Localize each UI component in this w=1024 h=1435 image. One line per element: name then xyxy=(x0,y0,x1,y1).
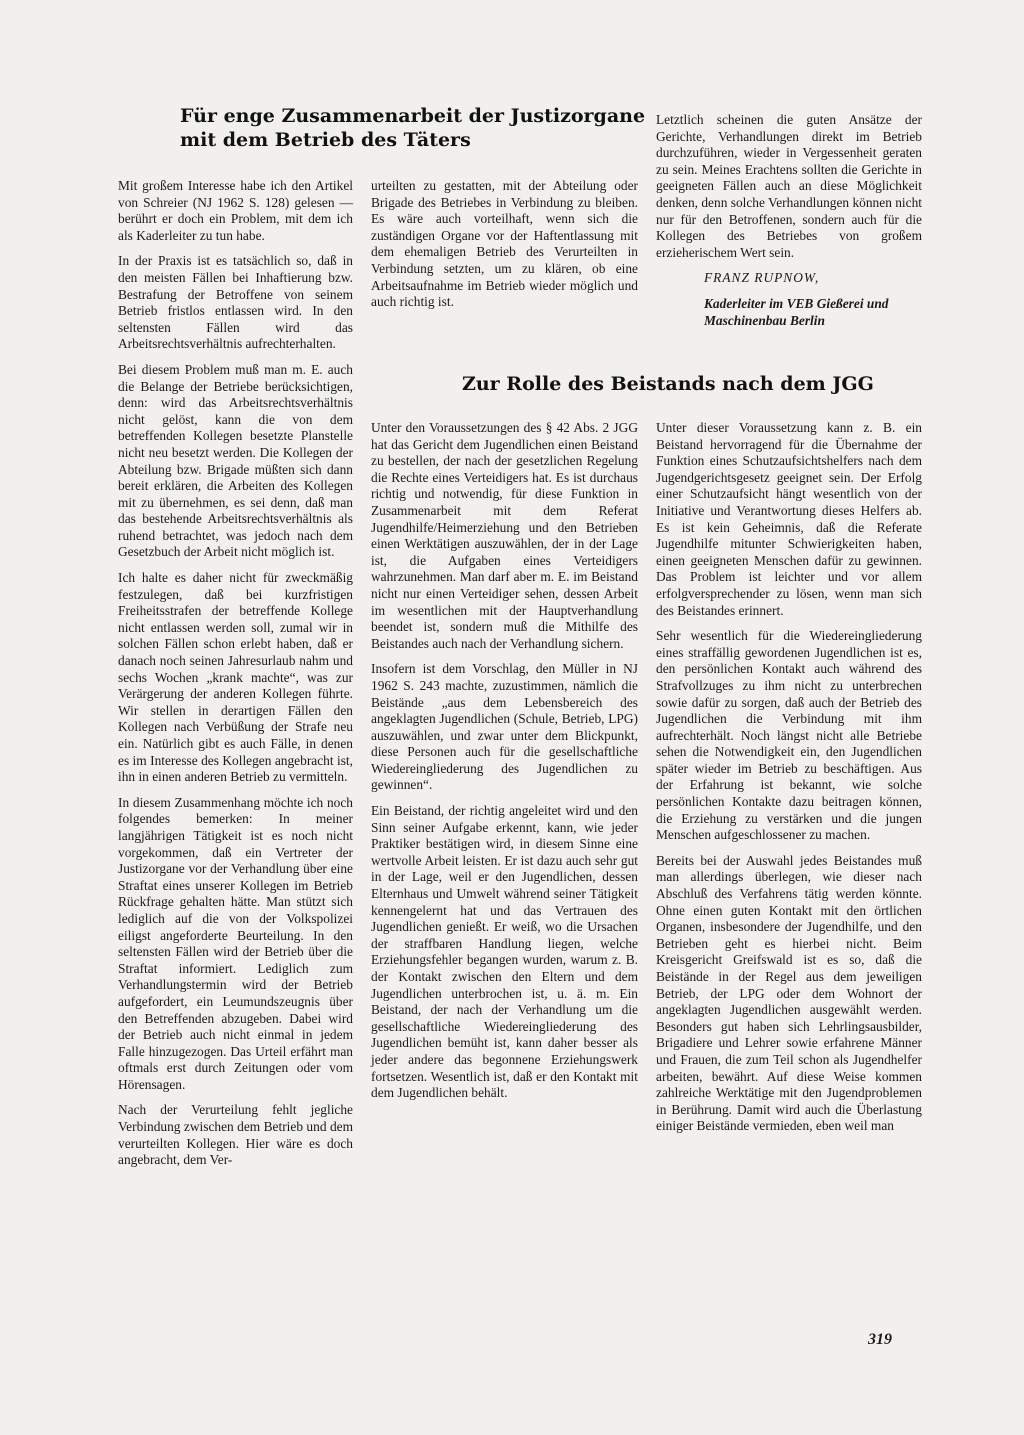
article1-title xyxy=(180,104,650,152)
article1-title-line2: mit dem Betrieb des Täters xyxy=(180,129,471,151)
paragraph: Bei diesem Problem muß man m. E. auch die Belange der Betriebe berücksichtigen, denn: wird das Arbeitsrechtsverhältnis nicht gelöst, kann die von dem betreffenden Kollegen besetzte Planstelle nicht neu besetzt werden. Die Kollegen der Abteilung bzw. Brigade müßten sich dann bereit erklären, die Arbeiten des Kollegen mit zu übernehmen, es sei denn, daß man das bestehende Arbeitsrechtsverhältnis als ruhend betrachtet, was jedoch nach dem Gesetzbuch der Arbeit nicht möglich ist. xyxy=(118,361,353,560)
page-number: 319 xyxy=(868,1331,892,1348)
paragraph: Mit großem Interesse habe ich den Artikel von Schreier (NJ 1962 S. 128) gelesen — berührt er doch ein Problem, mit dem ich als Kaderleiter zu tun habe. xyxy=(118,178,353,243)
article2-column-2 xyxy=(656,420,922,1144)
article1-column-3 xyxy=(656,112,922,338)
paragraph: In diesem Zusammenhang möchte ich noch folgendes bemerken: In meiner langjährigen Tätigkeit ist es noch nicht vorgekommen, daß ein Vertreter der Justizorgane vor der Verhandlung über eine Straftat eines unserer Kollegen im Betrieb Rückfrage gehalten hätte. Man stützt sich lediglich auf die von der Volkspolizei eiligst angeforderte Beurteilung. In den seltensten Fällen wird der Betrieb über die Straftat informiert. Lediglich zum Verhandlungstermin wird der Betrieb aufgefordert, ein Leumundszeugnis über den Betreffenden abzugeben. Dabei wird der Betrieb auch nicht einmal in jedem Falle hinzugezogen. Das Urteil erfährt man oftmals erst durch Zeitungen oder vom Hörensagen. xyxy=(118,794,353,1092)
article2-column-1 xyxy=(371,420,638,1111)
article1-column-1 xyxy=(118,178,353,1178)
paragraph: Letztlich scheinen die guten Ansätze der Gerichte, Verhandlungen direkt im Betrieb durchzuführen, wieder in Vergessenheit geraten zu sein. Meines Erachtens sollten die Gerichte in geeigneten Fällen auch an diese Möglichkeit denken, denn solche Verhandlungen können nicht nur für den Betroffenen, sondern auch für die Kollegen des Betriebes von großem erzieherischem Wert sein. xyxy=(656,112,923,260)
paragraph: Unter dieser Voraussetzung kann z. B. ein Beistand hervorragend für die Übernahme der Funktion eines Schutzaufsichtshelfers nach dem Jugendgerichtsgesetz geeignet sein. Der Erfolg einer Schutzaufsicht hängt wesentlich von der Initiative und Verantwortung dieses Helfers ab. Es ist kein Geheimnis, daß die Referate Jugendhilfe mitunter Schwierigkeiten haben, einen geeigneten Menschen dafür zu gewinnen. Das Problem ist leichter und vor allem erfolgversprechender zu lösen, wenn man sich des Beistandes erinnert. xyxy=(656,420,922,618)
paragraph: Bereits bei der Auswahl jedes Beistandes muß man allerdings überlegen, wie dieser nach Abschluß des Verfahrens tätig werden könnte. Ohne einen guten Kontakt mit den örtlichen Organen, insbesondere der Jugendhilfe, und den Betrieben geht es hierbei nicht. Beim Kreisgericht Greifswald ist es so, daß die Beistände in der Regel aus dem jeweiligen Betrieb, der LPG oder dem Wohnort der angeklagten Jugendlichen ausgewählt werden. Besonders gut haben sich Lehrlingsausbilder, Brigadiere und Lehrer sowie erfahrene Männer und Frauen, die zum Teil schon als Jugendhelfer arbeiten, bewährt. Auf diese Weise kommen zahlreiche Werktätige mit den Jugendproblemen in Berührung. Damit wird auch die Überlastung einiger Beistände vermieden, eben weil man xyxy=(656,852,922,1134)
article2-title: Zur Rolle des Beistands nach dem JGG xyxy=(462,373,874,395)
author-affiliation: Kaderleiter im VEB Gießerei und Maschinenbau Berlin xyxy=(704,295,889,328)
article1-column-2 xyxy=(371,178,638,320)
paragraph: Ein Beistand, der richtig angeleitet wird und den Sinn seiner Aufgabe erkennt, kann, wie jeder Praktiker bestätigen wird, in diesem Sinne eine wertvolle Arbeit leisten. Er ist dazu auch sehr gut in der Lage, weil er den Jugendlichen, dessen Elternhaus und Umwelt während seiner Tätigkeit kennengelernt hat und das Vertrauen des Jugendlichen genießt. Er weiß, wo die Ursachen der straffbaren Handlung liegen, welche Erziehungsfehler begangen wurden, warum z. B. der Kontakt zwischen den Eltern und dem Jugendlichen unterbrochen ist, u. ä. m. Ein Beistand, der nach der Verhandlung um die gesellschaftliche Wiedereingliederung des Jugendlichen bemüht ist, kann daher besser als jeder andere das begonnene Erziehungswerk fortsetzen. Wesentlich ist, daß er den Kontakt mit dem Jugendlichen behält. xyxy=(371,803,638,1101)
paragraph: In der Praxis ist es tatsächlich so, daß in den meisten Fällen bei Inhaftierung bzw. Bestrafung der Betroffene von seinem Betrieb fristlos entlassen wird. In den seltensten Fällen wird das Arbeitsrechtsverhältnis aufrechterhalten. xyxy=(118,253,353,352)
paragraph: Unter den Voraussetzungen des § 42 Abs. 2 JGG hat das Gericht dem Jugendlichen einen Beistand zu bestellen, der nach der gesetzlichen Regelung die Rechte eines Verteidigers hat. Es ist durchaus richtig und notwendig, für diese Funktion in Zusammenarbeit mit dem Referat Jugendhilfe/Heimerziehung und den Betrieben einen Werktätigen auszuwählen, der in der Lage ist, die Aufgaben eines Verteidigers wahrzunehmen. Man darf aber m. E. im Beistand nicht nur einen Verteidiger sehen, dessen Arbeit im wesentlichen mit der Hauptverhandlung beendet ist, sondern muß die Mithilfe des Beistandes auch nach der Verhandlung sichern. xyxy=(371,420,638,651)
paragraph: urteilten zu gestatten, mit der Abteilung oder Brigade des Betriebes in Verbindung zu bleiben. Es wäre auch vorteilhaft, wenn sich die zuständigen Organe vor der Haftentlassung mit dem ehemaligen Betrieb des Verurteilten in Verbindung setzten, um zu klären, ob eine Arbeitsaufnahme im Betrieb wieder möglich und auch richtig ist. xyxy=(371,178,638,310)
article1-title-line1: Für enge Zusammenarbeit der Justizorgane xyxy=(180,105,646,127)
paragraph: Sehr wesentlich für die Wiedereingliederung eines straffällig gewordenen Jugendlichen ist es, den persönlichen Kontakt auch während des Strafvollzuges zu ihm nicht zu unterbrechen sowie dafür zu sorgen, daß auch der Betrieb des Jugendlichen die Verbindung mit ihm aufrechterhält. Noch längst nicht alle Betriebe sehen die Notwendigkeit ein, den Jugendlichen später wieder im Betrieb zu beschäftigen. Aus der Erfahrung ist bekannt, wie solche persönlichen Kontakte dazu beitragen können, die Erziehung zu verstärken und die jungen Menschen aufgeschlossener zu machen. xyxy=(656,628,922,843)
paragraph: Ich halte es daher nicht für zweckmäßig festzulegen, daß bei kurzfristigen Freiheitsstrafen der betreffende Kollege nicht entlassen werden soll, zumal wir in solchen Fällen schon erlebt haben, daß er danach noch seinen Jahresurlaub nahm und sechs Wochen „krank machte“, was zur Verärgerung der anderen Kollegen führte. Wir stellen in derartigen Fällen den Kollegen nach Verbüßung der Strafe neu ein. Natürlich gibt es auch Fälle, in denen es im Interesse des Kollegen angebracht ist, ihn in einen anderen Betrieb zu vermitteln. xyxy=(118,570,353,785)
paragraph: Insofern ist dem Vorschlag, den Müller in NJ 1962 S. 243 machte, zuzustimmen, nämlich die Beistände „aus dem Lebensbereich des angeklagten Jugendlichen (Schule, Betrieb, LPG) auszuwählen, und zwar unter dem Blickpunkt, diese Personen auch für die gesellschaftliche Wiedereingliederung des Jugendlichen zu gewinnen“. xyxy=(371,661,638,793)
author-signature: FRANZ RUPNOW, xyxy=(704,270,820,286)
paragraph: Nach der Verurteilung fehlt jegliche Verbindung zwischen dem Betrieb und dem verurteilten Kollegen. Hier wäre es doch angebracht, dem Ver- xyxy=(118,1102,353,1168)
